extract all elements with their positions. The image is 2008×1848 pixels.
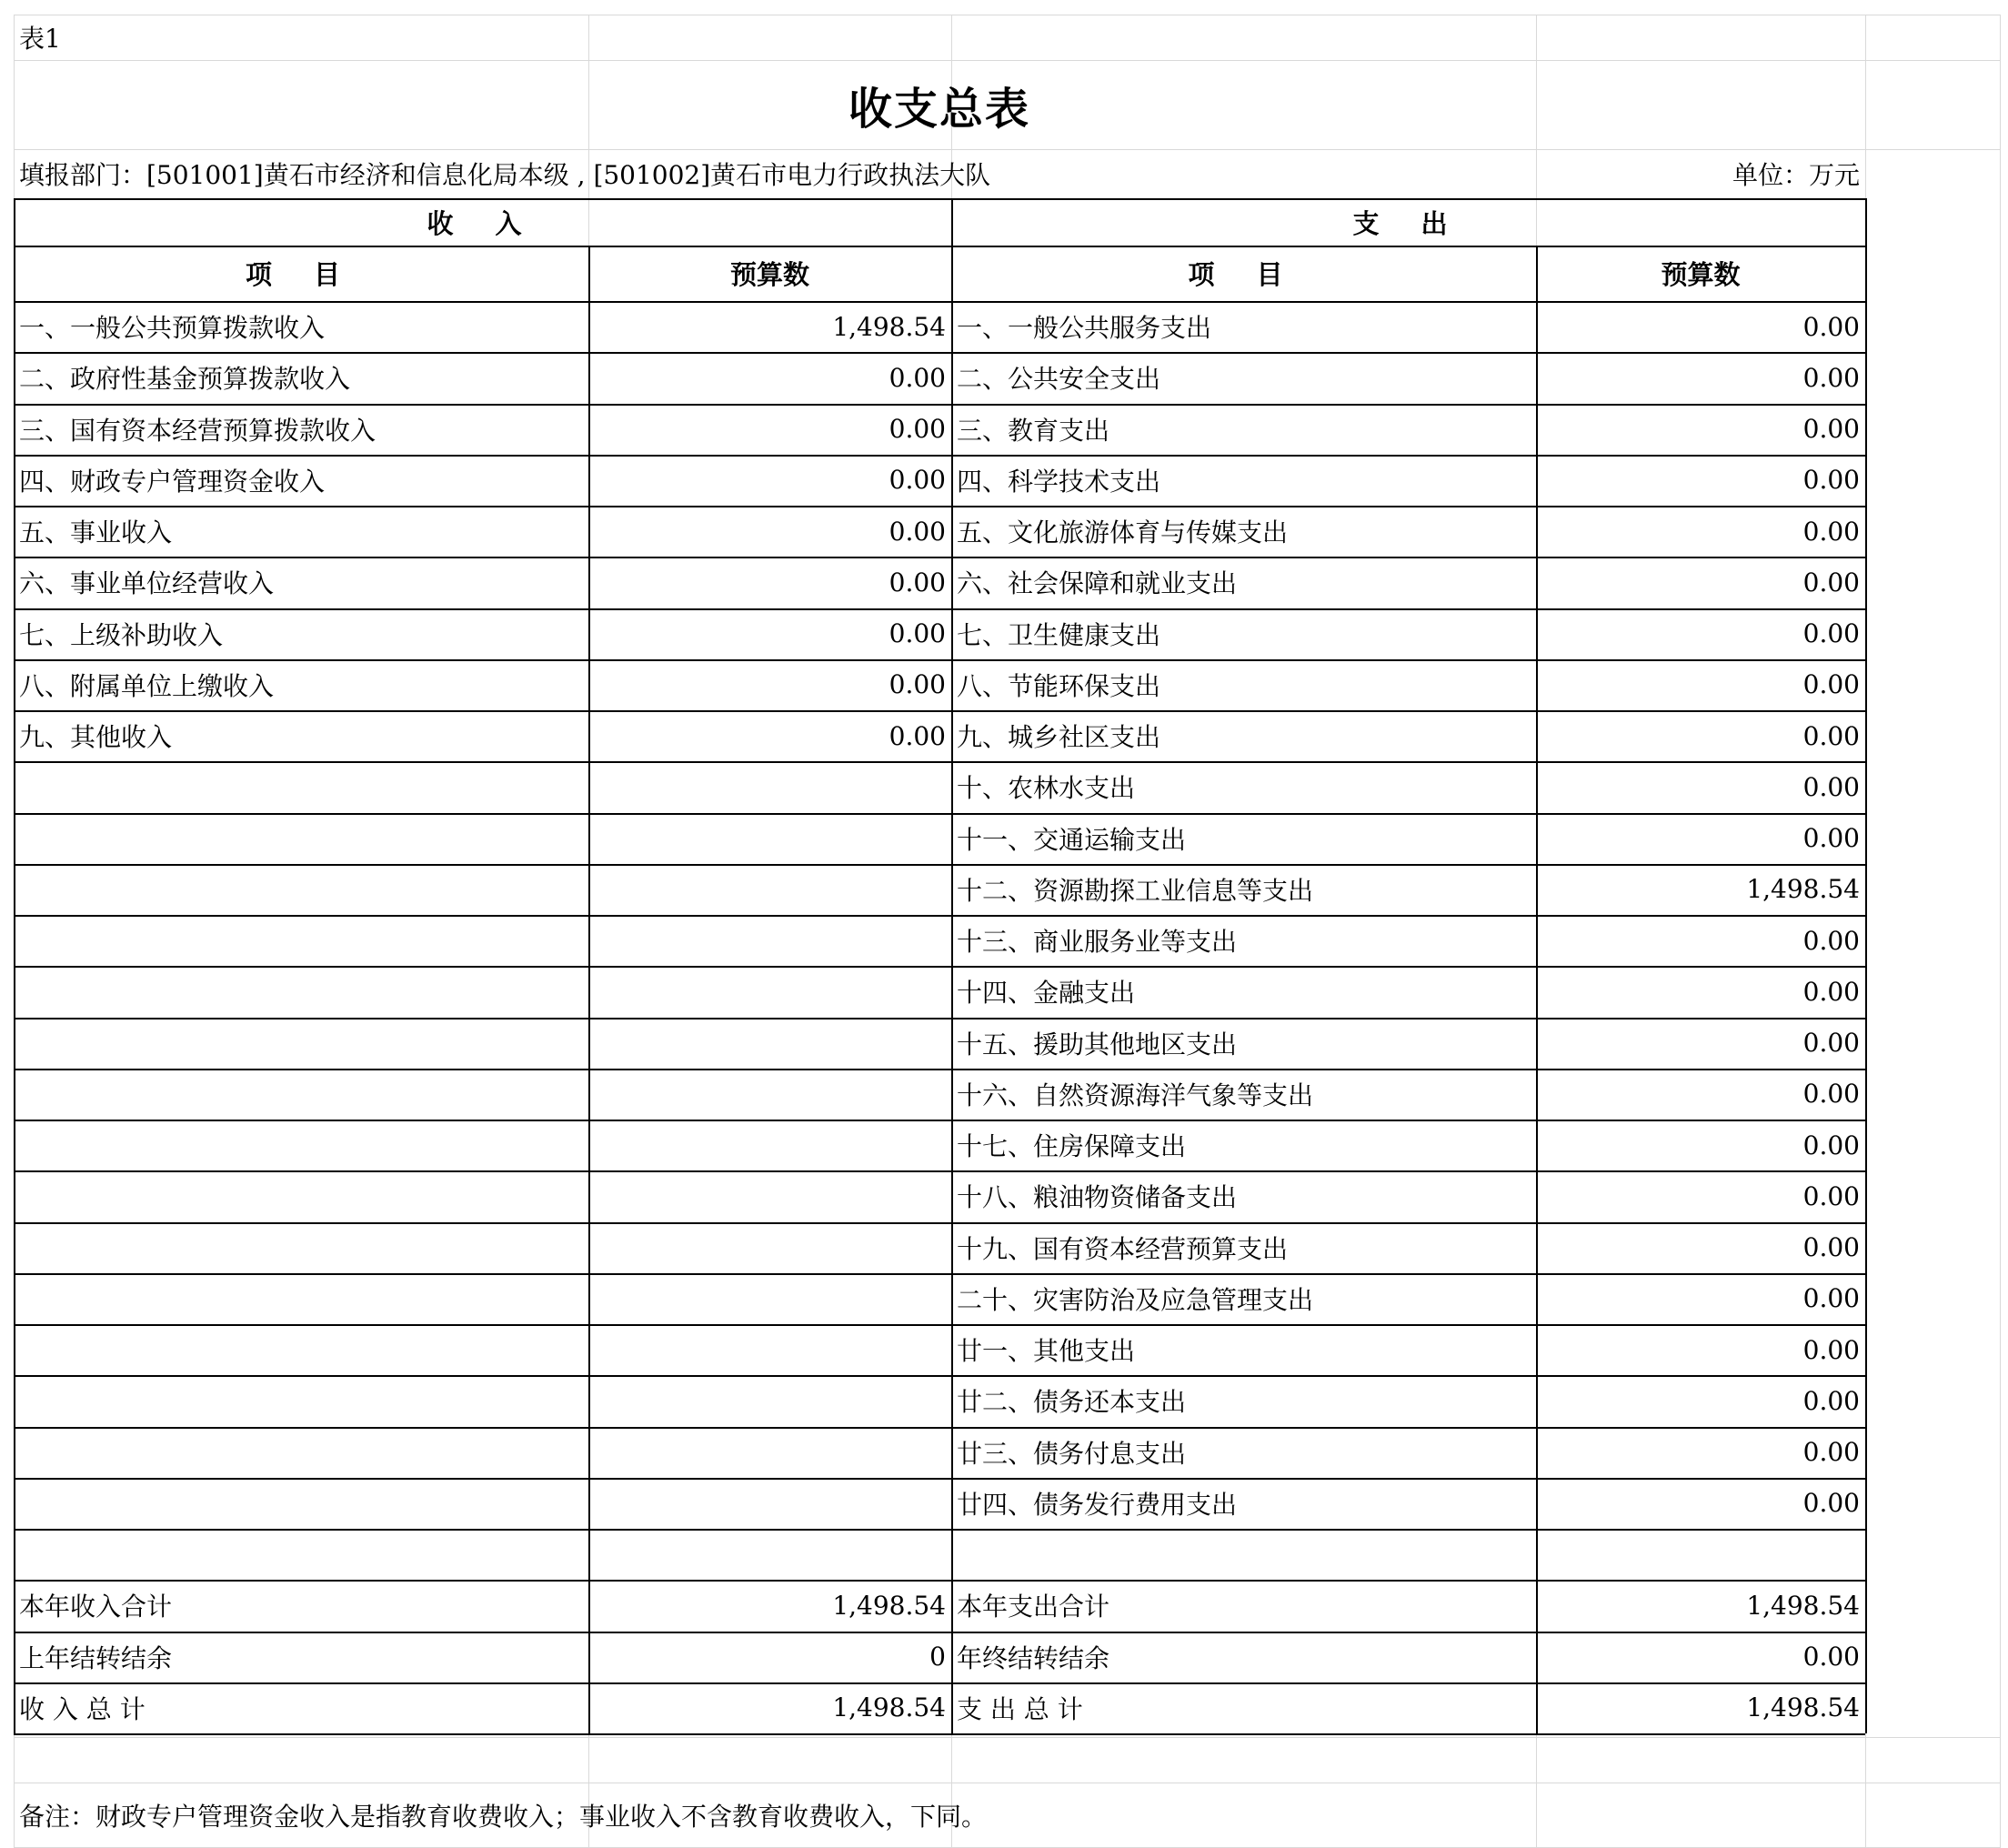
expense-value-cell: 0.00 (1802, 1232, 1860, 1263)
income-item-cell (14, 1018, 588, 1069)
income-value-cell (588, 1375, 951, 1426)
expense-value-cell: 0.00 (1802, 1385, 1860, 1416)
expense-item-cell: 六、社会保障和就业支出 (957, 568, 1238, 599)
expense-item-cell (951, 1529, 1536, 1580)
income-budget-header: 预算数 (729, 259, 809, 290)
income-item-cell (14, 1529, 588, 1580)
expense-item-cell: 廿二、债务还本支出 (957, 1387, 1187, 1418)
income-value-cell (588, 864, 951, 915)
income-value-cell: 0.00 (889, 414, 946, 445)
expense-value-cell: 0.00 (1802, 618, 1860, 649)
income-value-cell: 0.00 (889, 465, 946, 496)
expense-item-cell: 九、城乡社区支出 (957, 722, 1161, 753)
income-item-cell (14, 1375, 588, 1426)
expense-value-cell: 0.00 (1802, 823, 1860, 854)
income-item-cell: 七、上级补助收入 (19, 619, 224, 650)
income-item-cell (14, 1273, 588, 1324)
expense-item-cell: 二、公共安全支出 (957, 364, 1161, 395)
page-title: 收支总表 (848, 83, 1030, 135)
expense-item-cell: 廿四、债务发行费用支出 (957, 1489, 1238, 1520)
income-item-cell (14, 1324, 588, 1375)
expense-item-cell: 十四、金融支出 (957, 978, 1136, 1009)
expense-item-cell: 十八、粮油物资储备支出 (957, 1182, 1238, 1213)
income-value-cell (588, 1273, 951, 1324)
expense-value-cell: 0.00 (1802, 976, 1860, 1007)
income-value-cell: 0.00 (889, 362, 946, 393)
income-item-cell: 五、事业收入 (19, 517, 173, 548)
income-value-cell (588, 1222, 951, 1273)
income-item-cell: 本年收入合计 (19, 1592, 173, 1622)
expense-value-cell: 0.00 (1802, 414, 1860, 445)
income-item-cell (14, 966, 588, 1017)
expense-item-cell: 十九、国有资本经营预算支出 (957, 1233, 1289, 1264)
expense-item-cell: 四、科学技术支出 (957, 466, 1161, 497)
expense-value-cell: 1,498.54 (1746, 1590, 1860, 1621)
income-item-cell: 二、政府性基金预算拨款收入 (19, 364, 351, 395)
income-value-cell (588, 1170, 951, 1221)
expense-item-cell: 十六、自然资源海洋气象等支出 (957, 1080, 1314, 1110)
income-item-cell (14, 864, 588, 915)
income-value-cell: 0.00 (889, 669, 946, 700)
income-header: 收 入 (427, 207, 538, 239)
expense-item-cell: 五、文化旅游体育与传媒支出 (957, 517, 1289, 548)
expense-value-cell: 0.00 (1802, 771, 1860, 802)
income-item-cell: 四、财政专户管理资金收入 (19, 466, 326, 497)
income-item-cell (14, 1478, 588, 1529)
income-value-cell (588, 1018, 951, 1069)
income-value-cell: 1,498.54 (832, 1590, 946, 1621)
expense-value-cell: 0.00 (1802, 465, 1860, 496)
income-value-cell (588, 1069, 951, 1120)
income-value-cell (588, 813, 951, 864)
income-value-cell: 1,498.54 (832, 311, 946, 342)
income-value-cell (588, 1120, 951, 1170)
expense-value-cell: 0.00 (1802, 516, 1860, 547)
expense-value-cell: 0.00 (1802, 1488, 1860, 1519)
expense-value-cell: 0.00 (1802, 1028, 1860, 1059)
expense-budget-header: 预算数 (1661, 259, 1741, 290)
income-item-header: 项 目 (245, 259, 357, 290)
income-value-cell: 0.00 (889, 567, 946, 598)
expense-item-cell: 年终结转结余 (957, 1642, 1110, 1673)
expense-item-cell: 十一、交通运输支出 (957, 824, 1187, 855)
income-value-cell: 0.00 (889, 516, 946, 547)
income-item-cell: 九、其他收入 (19, 722, 173, 753)
expense-item-cell: 一、一般公共服务支出 (957, 313, 1212, 344)
income-item-cell (14, 761, 588, 812)
expense-value-cell: 0.00 (1802, 1180, 1860, 1211)
expense-value-cell: 0.00 (1802, 1642, 1860, 1672)
expense-value-cell: 0.00 (1802, 1334, 1860, 1365)
income-item-cell (14, 915, 588, 966)
expense-item-cell: 本年支出合计 (957, 1592, 1110, 1622)
income-item-cell (14, 1222, 588, 1273)
expense-value-cell: 0.00 (1802, 1437, 1860, 1468)
income-value-cell (588, 1529, 951, 1580)
income-item-cell: 八、附属单位上缴收入 (19, 670, 275, 701)
income-item-cell: 上年结转结余 (19, 1642, 173, 1673)
table-label: 表1 (19, 24, 61, 54)
expense-item-cell: 十二、资源勘探工业信息等支出 (957, 875, 1314, 906)
income-item-cell (14, 1170, 588, 1221)
income-item-cell: 收 入 总 计 (19, 1693, 146, 1724)
department-label: 填报部门：[501001]黄石市经济和信息化局本级 , [501002]黄石市电力行政执法大队 (19, 160, 991, 190)
expense-value-cell: 0.00 (1802, 720, 1860, 751)
expense-value-cell: 0.00 (1802, 362, 1860, 393)
income-value-cell (588, 915, 951, 966)
income-value-cell: 0 (929, 1642, 946, 1672)
income-value-cell (588, 1427, 951, 1478)
expense-value-cell: 0.00 (1802, 669, 1860, 700)
expense-item-cell: 支 出 总 计 (957, 1693, 1083, 1724)
expense-value-cell: 0.00 (1802, 311, 1860, 342)
expense-item-cell: 十七、住房保障支出 (957, 1131, 1187, 1162)
expense-item-cell: 十五、援助其他地区支出 (957, 1029, 1238, 1060)
expense-item-cell: 廿一、其他支出 (957, 1336, 1136, 1367)
income-item-cell (14, 1069, 588, 1120)
unit-label: 单位：万元 (1732, 160, 1860, 190)
expense-value-cell: 1,498.54 (1746, 1692, 1860, 1723)
income-item-cell: 一、一般公共预算拨款收入 (19, 313, 326, 344)
expense-item-cell: 廿三、债务付息支出 (957, 1438, 1187, 1469)
expense-value-cell: 0.00 (1802, 567, 1860, 598)
expense-header: 支 出 (1352, 207, 1464, 239)
expense-item-cell: 十三、商业服务业等支出 (957, 927, 1238, 958)
income-item-cell (14, 1120, 588, 1170)
footnote: 备注：财政专户管理资金收入是指教育收费收入；事业收入不含教育收费收入，下同。 (19, 1801, 988, 1832)
income-value-cell (588, 1324, 951, 1375)
income-value-cell: 1,498.54 (832, 1692, 946, 1723)
expense-item-cell: 十、农林水支出 (957, 773, 1136, 804)
expense-item-cell: 七、卫生健康支出 (957, 619, 1161, 650)
income-item-cell (14, 813, 588, 864)
expense-item-cell: 三、教育支出 (957, 415, 1110, 446)
income-item-cell: 三、国有资本经营预算拨款收入 (19, 415, 376, 446)
expense-value-cell: 0.00 (1802, 1130, 1860, 1160)
expense-value-cell: 1,498.54 (1746, 874, 1860, 905)
income-value-cell (588, 1478, 951, 1529)
income-value-cell: 0.00 (889, 618, 946, 649)
expense-value-cell: 0.00 (1802, 925, 1860, 956)
income-value-cell (588, 761, 951, 812)
income-value-cell (588, 966, 951, 1017)
income-value-cell: 0.00 (889, 720, 946, 751)
expense-item-cell: 二十、灾害防治及应急管理支出 (957, 1284, 1314, 1315)
income-item-cell (14, 1427, 588, 1478)
expense-value-cell (1536, 1529, 1865, 1580)
income-item-cell: 六、事业单位经营收入 (19, 568, 275, 599)
expense-item-header: 项 目 (1188, 259, 1300, 290)
expense-value-cell: 0.00 (1802, 1079, 1860, 1110)
expense-item-cell: 八、节能环保支出 (957, 670, 1161, 701)
expense-value-cell: 0.00 (1802, 1283, 1860, 1314)
